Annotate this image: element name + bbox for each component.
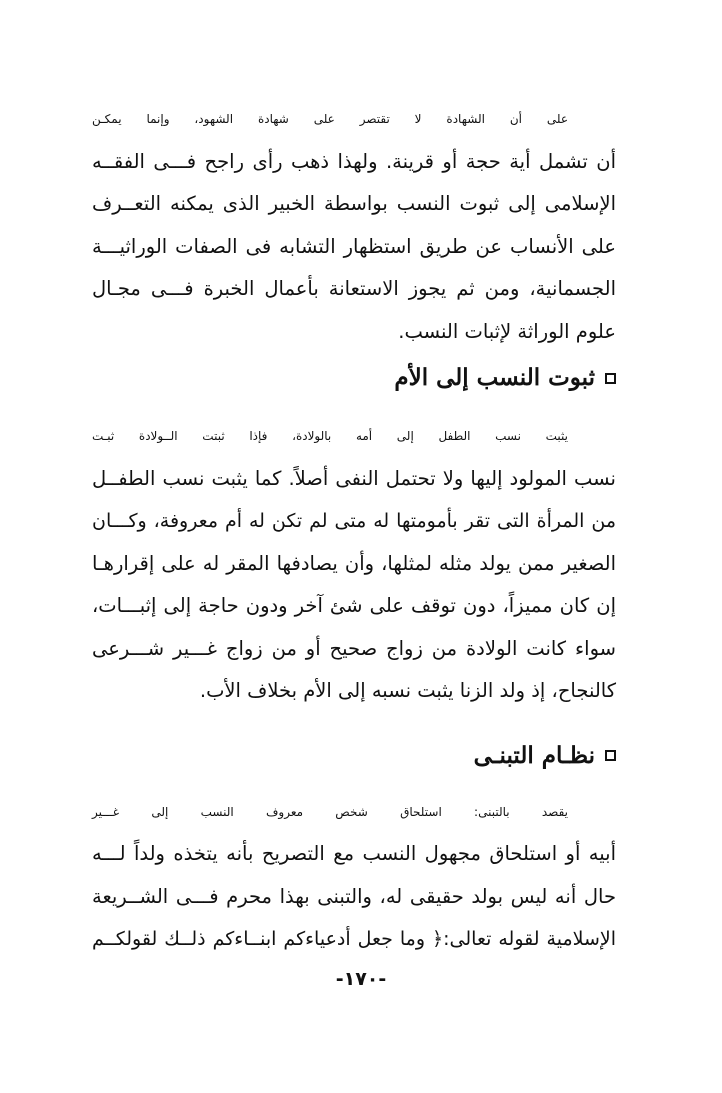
section-heading-maternity xyxy=(92,355,616,401)
text-line: إن كان مميزاً، دون توقف على شئ آخر ودون حاجة إلى إثبـــات، xyxy=(92,594,616,617)
paragraph-adoption xyxy=(92,791,616,961)
text-line: الصغير ممن يولد مثله لمثلها، وأن يصادفها المقر له على إقرارهـا xyxy=(92,551,616,575)
section-heading-text: نظـام التبنـى xyxy=(473,741,595,769)
paragraph-expert-testimony xyxy=(92,98,616,353)
text-line: أن تشمل أية حجة أو قرينة. ولهذا ذهب رأى راجح فـــى الفقــه xyxy=(92,149,616,173)
text-line: يثبت نسب الطفل إلى أمه بالولادة، فإذا ثبتت الــولادة ثبـت xyxy=(92,429,568,443)
square-bullet-icon xyxy=(605,750,616,761)
text-line: كالنجاح، إذ ولد الزنا يثبت نسبه إلى الأم بخلاف الأب. xyxy=(199,679,616,702)
square-bullet-icon xyxy=(605,373,616,384)
text-line: علوم الوراثة لإثبات النسب. xyxy=(398,319,616,343)
text-line: من المرأة التى تقر بأمومتها له متى لم تكن له أم معروفة، وكـــان xyxy=(92,510,616,532)
paragraph-maternity xyxy=(92,415,616,713)
text-line: الإسلامى إلى ثبوت النسب بواسطة الخبير الذى يمكنه التعــرف xyxy=(92,192,616,215)
page-body xyxy=(92,98,616,961)
text-line: على أن الشهادة لا تقتصر على شهادة الشهود، وإنما يمكـن xyxy=(92,112,568,126)
text-line: يقصد بالتبنى: استلحاق شخص معروف النسب إلى غـــير xyxy=(92,804,568,819)
text-line: سواء كانت الولادة من زواج صحيح أو من زواج غـــير شـــرعى xyxy=(92,636,616,660)
page-number: -١٧٠- xyxy=(335,968,387,990)
text-line: على الأنساب عن طريق استظهار التشابه فى الصفات الوراثيـــة xyxy=(92,234,616,258)
section-heading-adoption xyxy=(92,733,616,779)
section-heading-text: ثبوت النسب إلى الأم xyxy=(394,364,595,391)
text-line: حال أنه ليس بولد حقيقى له، والتبنى بهذا محرم فـــى الشــريعة xyxy=(92,884,616,908)
text-line: الجسمانية، ومن ثم يجوز الاستعانة بأعمال الخبرة فـــى مجـال xyxy=(92,277,616,300)
text-line: أبيه أو استلحاق مجهول النسب مع التصريح بأنه يتخذه ولداً لـــه xyxy=(92,842,616,865)
text-line: نسب المولود إليها ولا تحتمل النفى أصلاً. كما يثبت نسب الطفــل xyxy=(92,466,616,490)
text-line: الإسلامية لقوله تعالى:﴿ وما جعل أدعياءكم ابنــاءكم ذلــك لقولكــم xyxy=(92,928,616,950)
